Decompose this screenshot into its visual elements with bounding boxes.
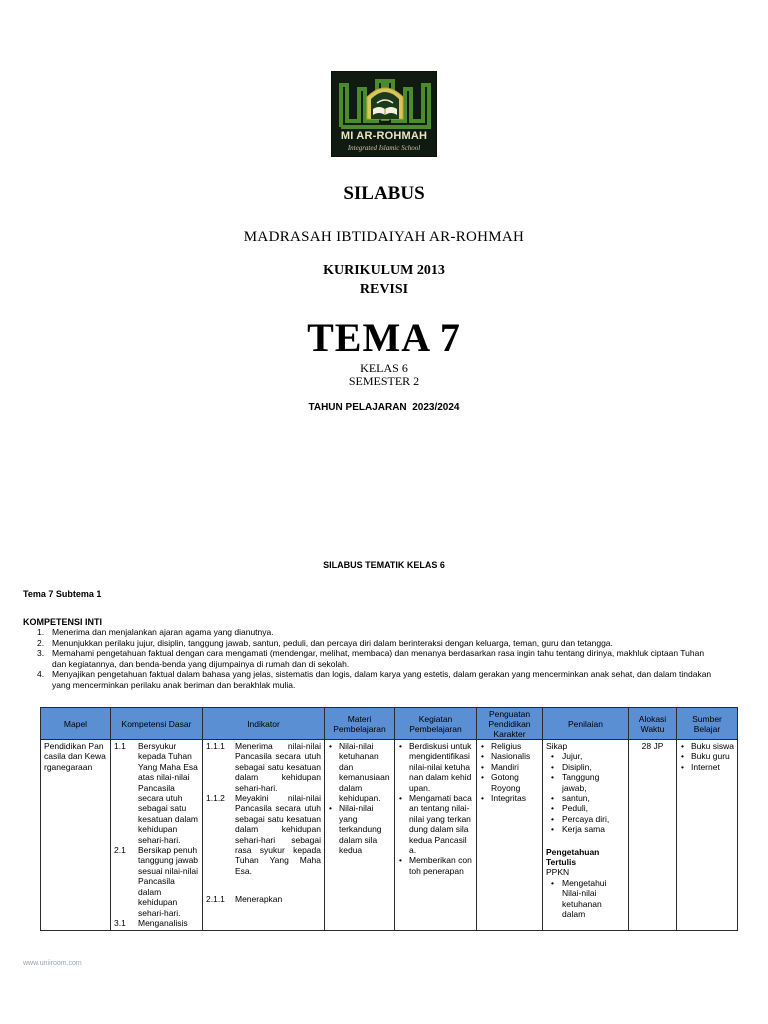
document-title: SILABUS (343, 183, 425, 204)
header-materi: Materi Pembelajaran (325, 708, 395, 740)
cell-materi (325, 740, 395, 931)
list-item: • Percaya diri, (550, 814, 625, 824)
list-item: • Internet (680, 762, 734, 772)
header-kompetensi-dasar: Kompetensi Dasar (111, 708, 203, 740)
list-item: • Peduli, (550, 803, 625, 813)
indikator-item: 1.1.2 Meyakini nilai-nilai Pancasila secara utuh sebagai satu kesatuan dalam kehidupan sehari-hari sebagai rasa syukur kepada Tuhan Yang Maha Esa. (206, 793, 321, 876)
list-item: • Kerja sama (550, 824, 625, 834)
kd-item: 3.1 Menganalisis (114, 917, 188, 928)
list-item: • Mengamati bacaan tentang nilai-nilai yang terkandung dalam sila kedua Pancasila. (398, 793, 473, 855)
list-item: • santun, (550, 793, 625, 803)
core-competence-list (37, 627, 717, 690)
school-name: MADRASAH IBTIDAIYAH AR-ROHMAH (243, 229, 525, 245)
sumber-list (680, 741, 734, 772)
core-competence-item: 4. Menyajikan pengetahuan faktual dalam bahasa yang jelas, sistematis dan logis, dalam karya yang estetis, dalam gerakan yang mencerminkan anak sehat, dan dalam tindakan yang mencerminkan perilaku anak beriman dan berakhlak mulia. (37, 669, 712, 690)
list-item: • Mandiri (480, 762, 539, 772)
list-item: • Nilai-nilai ketuhanan dan kemanusiaan dalam kehidupan. (328, 741, 391, 803)
list-item: • Mengetahui Nilai-nilai ketuhanan dalam (550, 878, 625, 920)
list-item: • Gotong Royong (480, 772, 539, 793)
kegiatan-list (398, 741, 473, 876)
pengetahuan-subject: PPKN (546, 867, 570, 878)
indikator-item: 2.1.1 Menerapkan (206, 894, 283, 905)
revision-label: REVISI (359, 282, 409, 297)
semester-label: SEMESTER 2 (348, 374, 420, 388)
list-item: • Nasionalis (480, 751, 539, 761)
cell-karakter (477, 740, 543, 931)
indikator-item: 1.1.1 Menerima nilai-nilai Pancasila secara utuh sebagai satu kesatuan dalam kehidupan sehari-hari. (206, 741, 321, 793)
cell-kompetensi-dasar (111, 740, 203, 931)
cell-penilaian (543, 740, 629, 931)
header-alokasi: Alokasi Waktu (629, 708, 677, 740)
header-penilaian: Penilaian (543, 708, 629, 740)
list-item: • Disiplin, (550, 762, 625, 772)
pengetahuan-list (550, 878, 625, 920)
theme-title: TEMA 7 (307, 315, 461, 360)
list-item: • Buku siswa (680, 741, 734, 751)
header-kegiatan: Kegiatan Pembelajaran (395, 708, 477, 740)
cell-sumber (677, 740, 738, 931)
header-karakter: Penguatan Pendidikan Karakter (477, 708, 543, 740)
cell-kegiatan (395, 740, 477, 931)
school-logo (331, 71, 437, 157)
table-header-row (41, 708, 738, 740)
core-competence-item: 2. Menunjukkan perilaku jujur, disiplin, tanggung jawab, santun, peduli, dan percaya diri dalam berinteraksi dengan keluarga, teman, guru dan tetangga. (37, 637, 613, 648)
list-item: • Memberikan contoh penerapan (398, 855, 473, 876)
sikap-label: Sikap (546, 741, 568, 751)
karakter-list (480, 741, 539, 803)
mosque-book-emblem-icon (337, 75, 433, 129)
list-item: • Integritas (480, 793, 539, 803)
core-competence-item: 1. Menerima dan menjalankan ajaran agama yang dianutnya. (37, 627, 274, 637)
footer-watermark: www.uniiroom.com (23, 960, 82, 967)
cell-mapel: Pendidikan Pancasila dan Kewarganegaraan (41, 740, 111, 931)
list-item: • Tanggung jawab, (550, 772, 625, 793)
materi-list (328, 741, 391, 855)
section-heading: SILABUS TEMATIK KELAS 6 (323, 560, 445, 570)
header-sumber: Sumber Belajar (677, 708, 738, 740)
academic-year: TAHUN PELAJARAN 2023/2024 (308, 402, 460, 413)
list-item: • Buku guru (680, 751, 734, 761)
core-competence-item: 3. Memahami pengetahuan faktual dengan cara mengamati (mendengar, melihat, membaca) dan menanya berdasarkan rasa ingin tahu tentang dirinya, makhluk ciptaan Tuhan dan kegiatannya, dan benda-benda yang dijumpainya di rumah dan di sekolah. (37, 648, 705, 669)
kd-item: 2.1 Bersikap penuh tanggung jawab sesuai nilai-nilai Pancasila dalam kehidupan sehari-hari. (114, 845, 199, 918)
logo-tagline: Integrated Islamic School (347, 144, 421, 152)
grade-label: KELAS 6 (360, 361, 408, 375)
list-item: • Nilai-nilai yang terkandung dalam sila kedua (328, 803, 391, 855)
subtheme-label: Tema 7 Subtema 1 (23, 589, 102, 599)
list-item: • Berdiskusi untuk mengidentifikasi nilai-nilai ketuhanan dalam kehidupan. (398, 741, 473, 793)
curriculum-label: KURIKULUM 2013 (323, 263, 445, 278)
cell-alokasi: 28 JP (629, 740, 677, 931)
sikap-list (550, 751, 625, 834)
list-item: • Religius (480, 741, 539, 751)
pengetahuan-title: Pengetahuan Tertulis (546, 846, 600, 868)
kd-item: 1.1 Bersyukur kepada Tuhan Yang Maha Esa atas nilai-nilai Pancasila secara utuh sebagai satu kesatuan dalam kehidupan sehari-hari. (114, 741, 199, 845)
header-indikator: Indikator (203, 708, 325, 740)
header-mapel: Mapel (41, 708, 111, 740)
table-row (41, 740, 738, 931)
cell-indikator (203, 740, 325, 931)
core-competence-heading: KOMPETENSI INTI (23, 617, 103, 627)
list-item: • Jujur, (550, 751, 625, 761)
logo-school-name: MI AR-ROHMAH (340, 130, 428, 142)
syllabus-table (40, 707, 738, 931)
